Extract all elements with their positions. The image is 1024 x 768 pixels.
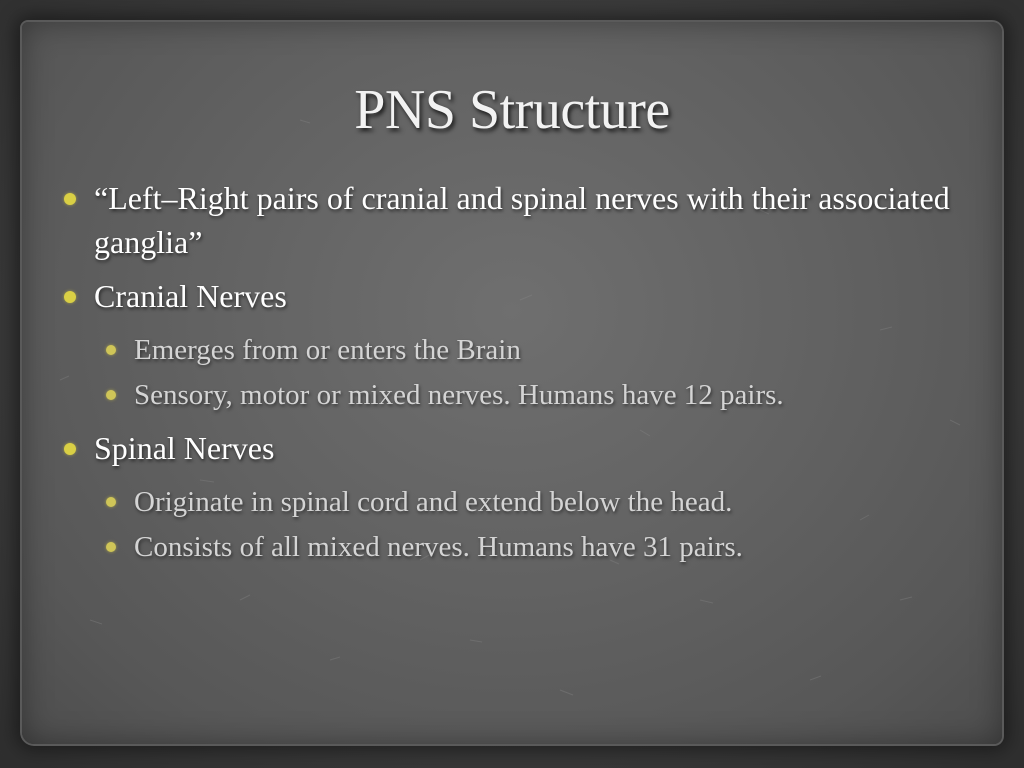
slide-title: PNS Structure <box>354 79 670 141</box>
sub-bullet-item <box>60 525 960 569</box>
sub-bullet-text: Emerges from or enters the Brain <box>134 334 521 366</box>
sub-bullet-item <box>60 480 960 524</box>
bullet-dot-icon <box>64 443 76 455</box>
bullet-dot-icon <box>64 291 76 303</box>
bullet-text: Spinal Nerves <box>94 430 275 466</box>
sub-bullet-dot-icon <box>106 345 116 355</box>
bullet-dot-icon <box>64 193 76 205</box>
bullet-item-cranial-nerves <box>60 274 960 318</box>
sub-bullet-text: Consists of all mixed nerves. Humans have 31 pairs. <box>134 531 743 563</box>
sub-bullet-dot-icon <box>106 497 116 507</box>
bullet-item-spinal-nerves <box>60 426 960 470</box>
sub-bullet-item <box>60 328 960 372</box>
bullet-text: Cranial Nerves <box>94 278 287 314</box>
sub-bullet-item <box>60 373 960 417</box>
sub-bullet-text: Sensory, motor or mixed nerves. Humans have 12 pairs. <box>134 379 784 411</box>
sub-bullet-text: Originate in spinal cord and extend below the head. <box>134 486 733 518</box>
bullet-list <box>60 176 960 570</box>
sub-bullet-dot-icon <box>106 390 116 400</box>
bullet-item-definition <box>60 176 960 264</box>
bullet-text: “Left–Right pairs of cranial and spinal nerves with their associated ganglia” <box>94 180 950 260</box>
sub-bullet-dot-icon <box>106 542 116 552</box>
